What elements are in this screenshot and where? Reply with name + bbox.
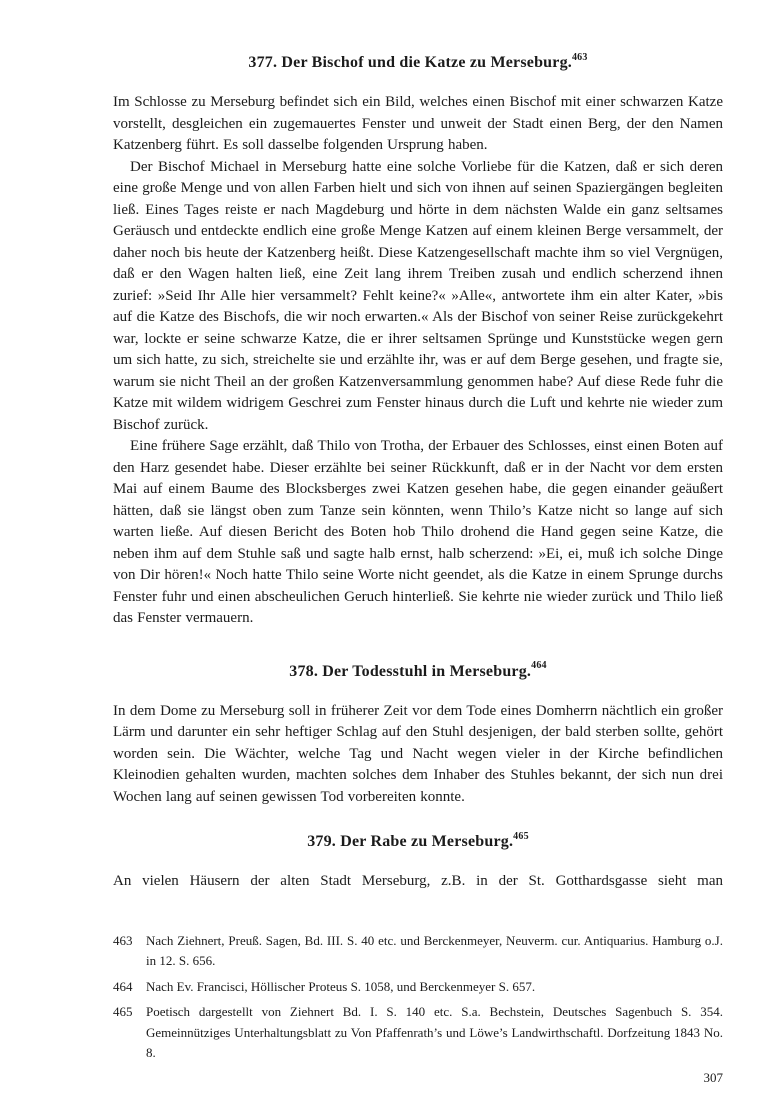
footnote-number: 465	[113, 1004, 133, 1019]
footnote-number: 463	[113, 932, 133, 948]
section-heading-379	[113, 831, 723, 852]
footnote-row	[113, 977, 723, 998]
heading-text: 377. Der Bischof und die Katze zu Merseburg.	[248, 54, 572, 71]
footnotes	[113, 931, 723, 1064]
paragraph: Eine frühere Sage erzählt, daß Thilo von Trotha, der Erbauer des Schlosses, einst einen Boten auf den Harz gesendet habe. Dieser erzählte bei seiner Rückkunft, daß er in der Nacht vor dem ersten Mai auf einem Baume des Blocksberges zwei Katzen gesehen habe, die gegen einander geäußert hätten, daß sie längst oben zum Tanze sein könnten, wenn Thilo’s Katze nicht so lange auf sich warten ließe. Auf diesen Bericht des Boten hob Thilo drohend die Hand gegen seine Katze, die neben ihm auf dem Stuhle saß und sagte halb ernst, halb scherzend: »Ei, ei, muß ich solche Dinge von Dir hören!« Noch hatte Thilo seine Worte nicht geendet, als die Katze in einem Sprunge durchs Fenster fuhr und einen abscheulichen Geruch hinterließ. Sie kehrte nie wieder zurück und Thilo ließ das Fenster vermauern.	[113, 438, 723, 626]
heading-text: 379. Der Rabe zu Merseburg.	[307, 833, 514, 850]
footnote-ref-465: 465	[513, 830, 529, 842]
footnote-number: 464	[113, 978, 133, 994]
paragraph: Im Schlosse zu Merseburg befindet sich ein Bild, welches einen Bischof mit einer schwarzen Katze vorstellt, desgleichen ein zugemauertes Fenster und unweit der Stadt einen Berg, der den Namen Katzenberg führt. Es soll dasselbe folgenden Ursprung haben.	[113, 94, 723, 153]
paragraph: Der Bischof Michael in Merseburg hatte eine solche Vorliebe für die Katzen, daß er sich deren eine große Menge und von allen Farben hielt und sich von ihnen auf seinen Spaziergängen begleiten ließ. Eines Tages reiste er nach Magdeburg und hörte in dem nächsten Walde ein ganz seltsames Geräusch und entdeckte endlich eine große Menge Katzen auf einem kleinen Berge versammelt, der daher noch bis heute der Katzenberg heißt. Diese Katzengesellschaft machte ihm so viel Vergnügen, daß er den Wagen halten ließ, eine Zeit lang ihrem Treiben zusah und endlich scherzend ihnen zurief: »Seid Ihr Alle hier versammelt? Fehlt keine?« »Alle«, antwortete ihm ein alter Kater, »bis auf die Katze des Bischofs, die wir noch erwarten.« Als der Bischof von seiner Reise zurückgekehrt war, lockte er seine schwarze Katze, die er ihrer seltsamen Sprünge und Kunststücke wegen gern um sich hatte, zu sich, streichelte sie und erzählte ihr, was er auf dem Berge gesehen, und fragte sie, warum sie nicht Theil an der großen Katzenversammlung genommen habe? Auf diese Rede fuhr die Katze mit wildem widrigem Geschrei zum Fenster hinaus durch die Luft und kehrte nie wieder zum Bischof zurück.	[113, 158, 723, 433]
footnote-text: Nach Ev. Francisci, Höllischer Proteus S. 1058, und Berckenmeyer S. 657.	[146, 978, 536, 994]
paragraph: In dem Dome zu Merseburg soll in früherer Zeit vor dem Tode eines Domherrn nächtlich ein großer Lärm und darunter ein sehr heftiger Schlag auf den Stuhl desjenigen, der bald sterben sollte, gehört worden sein. Die Wächter, welche Tag und Nacht wegen vieler in der Kirche befindlichen Kleinodien gehalten wurden, machten solches dem Inhaber des Stuhles bekannt, der sich nun drei Wochen lang auf seinen gewissen Tod vorbereiten konnte.	[113, 702, 723, 805]
footnote-text: Poetisch dargestellt von Ziehnert Bd. I. S. 140 etc. S.a. Bechstein, Deutsches Sagenbuch S. 354. Gemeinnütziges Unterhaltungsblatt zu Von Pfaffenrath’s und Löwe’s Landwirthschaftl. Dorfzeitung 1843 No. 8.	[146, 1004, 723, 1060]
footnote-ref-464: 464	[531, 660, 547, 672]
footnote-text: Nach Ziehnert, Preuß. Sagen, Bd. III. S. 40 etc. und Berckenmeyer, Neuverm. cur. Antiquarius. Hamburg o.J. in 12. S. 656.	[146, 932, 723, 968]
paragraph: An vielen Häusern der alten Stadt Merseburg, z.B. in der St. Gotthardsgasse sieht man	[113, 873, 723, 889]
footnote-ref-463: 463	[571, 51, 588, 63]
footnote-row	[113, 931, 723, 972]
page-content	[113, 52, 723, 1069]
footnote-row	[113, 1002, 723, 1064]
section-heading-378	[113, 661, 723, 682]
heading-text: 378. Der Todesstuhl in Merseburg.	[289, 662, 532, 680]
page-number: 307	[703, 1070, 723, 1085]
section-heading-377	[113, 52, 723, 73]
